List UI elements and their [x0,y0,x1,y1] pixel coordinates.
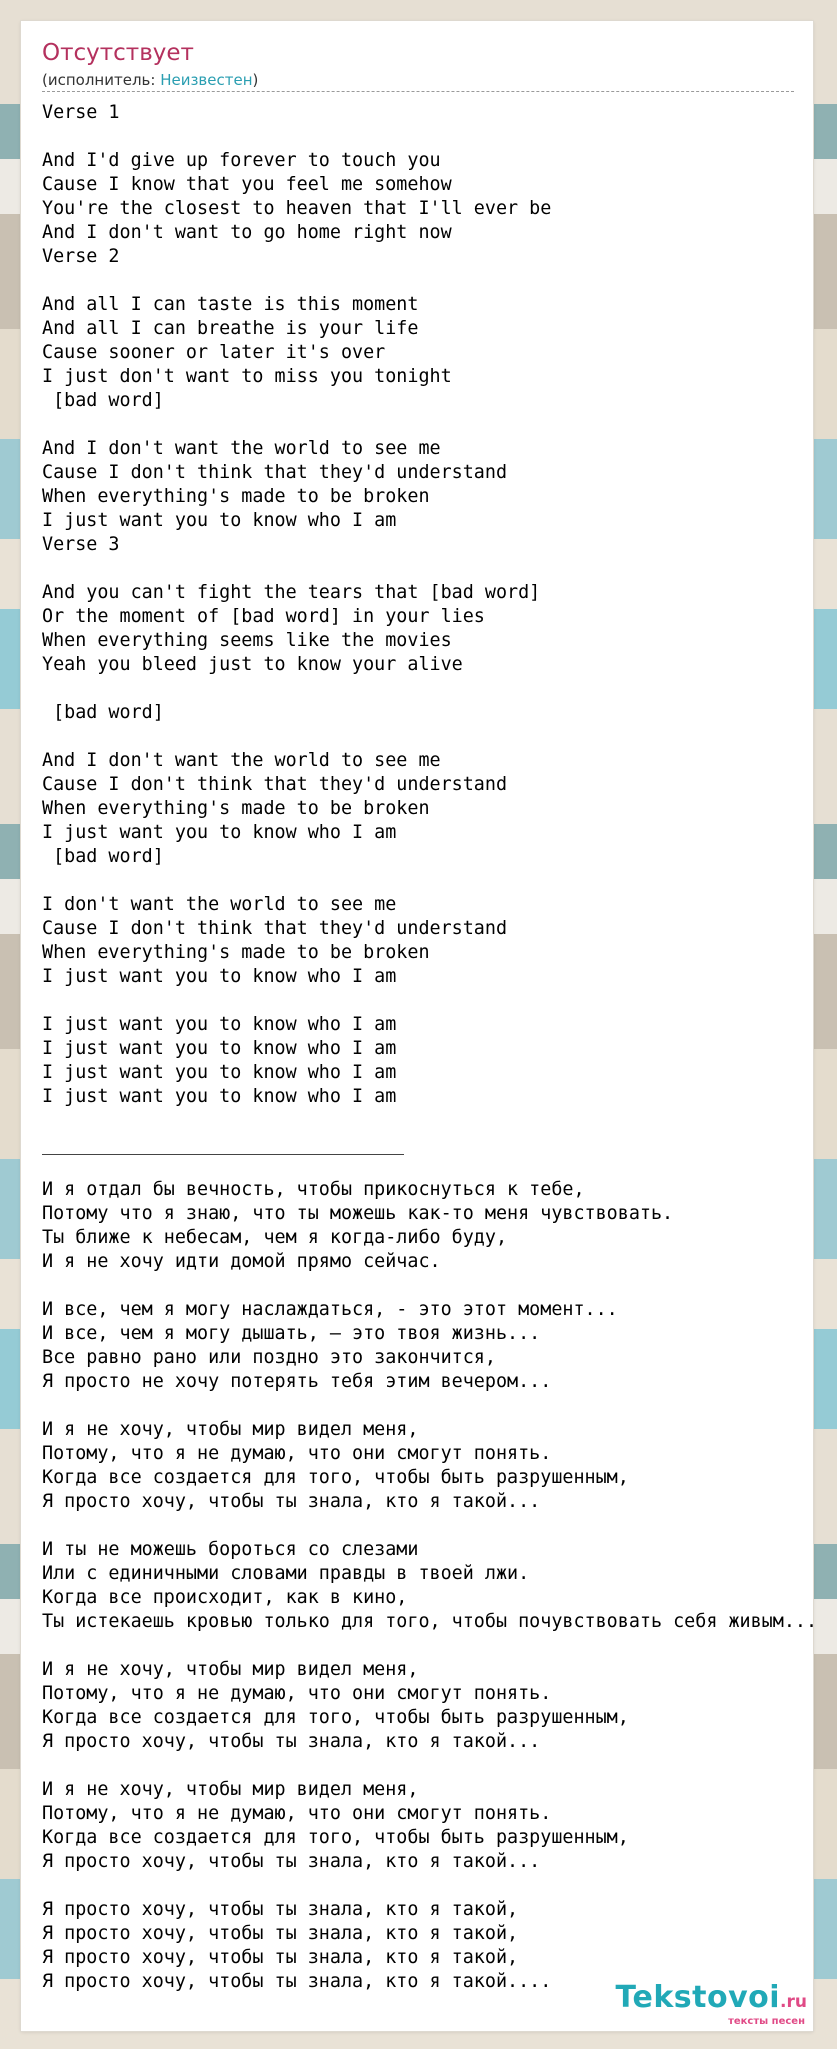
artist-suffix: ) [252,71,259,89]
translation-divider [42,1154,404,1155]
logo-wordmark: Tekstovoi [615,1980,781,2015]
logo-tagline: тексты песен [728,2016,805,2027]
song-title: Отсутствует [42,40,194,66]
translated-lyrics: И я отдал бы вечность, чтобы прикоснуться к тебе, Потому что я знаю, что ты можешь как-то меня чувствовать. Ты ближе к небесам, чем я когда-либо буду, И я не хочу идти домой прямо сейчас. И все, чем я могу наслаждаться, - это этот момент... И все, чем я могу дышать, – это твоя жизнь... Все равно рано или поздно это закончится, Я просто не хочу потерять тебя этим вечером... И я не хочу, чтобы мир видел меня, Потому, что я не думаю, что они смогут понять. Когда все создается для того, чтобы быть разрушенным, Я просто хочу, чтобы ты знала, кто я такой... И ты не можешь бороться со слезами Или с единичными словами правды в твоей лжи. Когда все происходит, как в кино, Ты истекаешь кровью только для того, чтобы почувствовать себя живым... И я не хочу, чтобы мир видел меня, Потому, что я не думаю, что они смогут понять. Когда все создается для того, чтобы быть разрушенным, Я просто хочу, чтобы ты знала, кто я такой... И я не хочу, чтобы мир видел меня, Потому, что я не думаю, что они смогут понять. Когда все создается для того, чтобы быть разрушенным, Я просто хочу, чтобы ты знала, кто я такой... Я просто хочу, чтобы ты знала, кто я такой, Я просто хочу, чтобы ты знала, кто я такой, Я просто хочу, чтобы ты знала, кто я такой, Я просто хочу, чтобы ты знала, кто я такой.... [42,1179,818,1992]
site-logo[interactable] [615,1980,808,2027]
original-lyrics: Verse 1 And I'd give up forever to touch you Cause I know that you feel me somehow You're the closest to heaven that I'll ever be And I don't want to go home right now Verse 2 And all I can taste is this moment And all I can breathe is your life Cause sooner or later it's over I just don't want to miss you tonight [bad word] And I don't want the world to see me Cause I don't think that they'd understand When everything's made to be broken I just want you to know who I am Verse 3 And you can't fight the tears that [bad word] Or the moment of [bad word] in your lies When everything seems like the movies Yeah you bleed just to know your alive [bad word] And I don't want the world to see me Cause I don't think that they'd understand When everything's made to be broken I just want you to know who I am [bad word] I don't want the world to see me Cause I don't think that they'd understand When everything's made to be broken I just want you to know who I am I just want you to know who I am I just want you to know who I am I just want you to know who I am I just want you to know who I am [42,102,552,1107]
artist-prefix: (исполнитель: [42,71,161,89]
artist-line [42,71,794,92]
logo-domain: .ru [780,1992,807,2012]
lyrics-card [21,21,818,2031]
artist-link[interactable]: Неизвестен [160,71,253,89]
